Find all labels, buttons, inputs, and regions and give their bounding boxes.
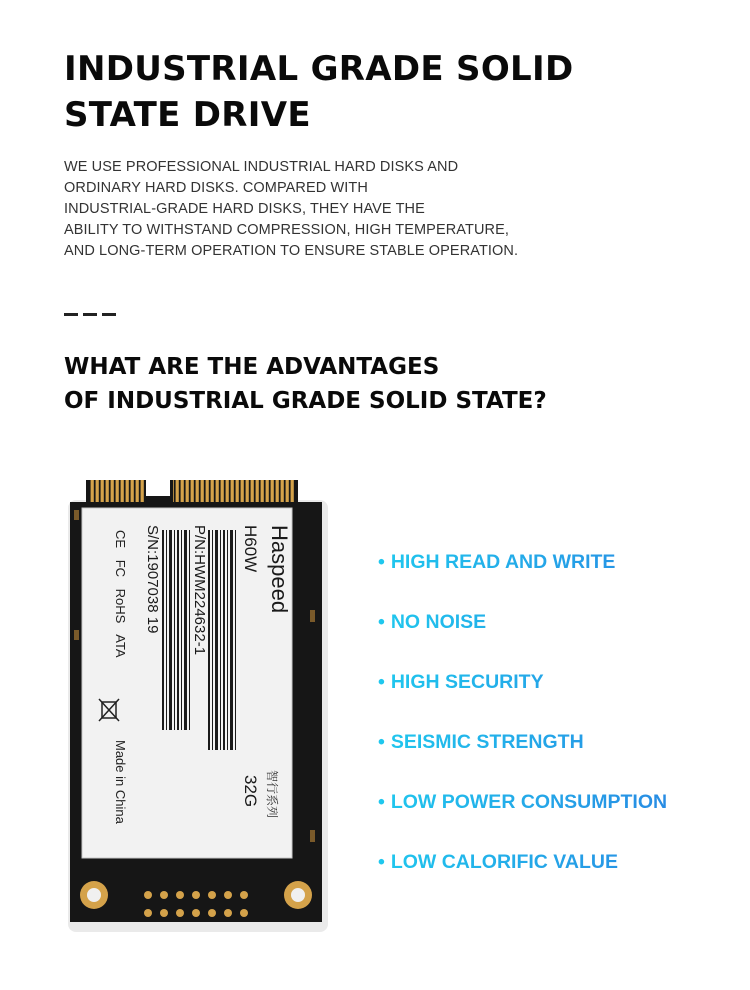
label-brand: Haspeed	[267, 525, 292, 614]
label-part-number: P/N:HWM224632-1	[191, 525, 208, 656]
advantage-item	[378, 847, 738, 907]
page-title-line-2: STATE DRIVE	[64, 95, 311, 135]
smd-component	[310, 830, 315, 842]
bullet-icon: •	[378, 851, 385, 873]
section-divider	[64, 313, 116, 316]
page-title-line-1: INDUSTRIAL GRADE SOLID	[64, 49, 574, 89]
label-series: 智行系列	[265, 770, 279, 819]
advantage-label: LOW POWER CONSUMPTION	[390, 791, 668, 813]
divider-dash	[64, 313, 78, 316]
advantage-label: NO NOISE	[390, 611, 487, 633]
advantage-item	[378, 787, 738, 847]
description-line: ABILITY TO WITHSTAND COMPRESSION, HIGH TEMPERATURE,	[64, 222, 509, 238]
smd-component	[74, 510, 79, 520]
advantage-item	[378, 667, 738, 727]
advantage-item	[378, 607, 738, 667]
page-title	[64, 46, 704, 138]
smd-component	[310, 610, 315, 622]
cert-fc: FC	[113, 559, 128, 578]
divider-dash	[83, 313, 97, 316]
label-capacity: 32G	[241, 775, 260, 808]
advantages-heading-line-2: OF INDUSTRIAL GRADE SOLID STATE?	[64, 388, 547, 414]
cert-ata: ATA	[113, 634, 128, 658]
smd-component	[74, 630, 79, 640]
advantages-list	[378, 547, 738, 907]
intro-description	[64, 157, 684, 262]
bullet-icon: •	[378, 551, 385, 573]
bullet-icon: •	[378, 671, 385, 693]
weee-bin-icon	[99, 699, 119, 721]
label-model: H60W	[241, 525, 260, 573]
gold-contacts-right	[173, 480, 295, 502]
label-serial-number: S/N:1907038 19	[144, 525, 161, 634]
ssd-product-image	[60, 470, 332, 938]
advantage-label: HIGH READ AND WRITE	[390, 551, 616, 573]
gold-contacts-left	[89, 480, 144, 502]
description-line: INDUSTRIAL-GRADE HARD DISKS, THEY HAVE THE	[64, 201, 425, 217]
advantage-item	[378, 547, 738, 607]
description-line: AND LONG-TERM OPERATION TO ENSURE STABLE OPERATION.	[64, 243, 519, 259]
label-certifications	[113, 530, 128, 658]
bullet-icon: •	[378, 611, 385, 633]
advantages-heading-line-1: WHAT ARE THE ADVANTAGES	[64, 354, 440, 380]
bullet-icon: •	[378, 731, 385, 753]
advantage-label: LOW CALORIFIC VALUE	[390, 851, 618, 873]
description-line: ORDINARY HARD DISKS. COMPARED WITH	[64, 180, 368, 196]
advantage-label: SEISMIC STRENGTH	[390, 731, 584, 753]
cert-ce: CE	[113, 530, 128, 549]
label-origin: Made in China	[113, 740, 128, 824]
advantage-item	[378, 727, 738, 787]
advantages-heading	[64, 350, 704, 418]
advantage-label: HIGH SECURITY	[390, 671, 544, 693]
bullet-icon: •	[378, 791, 385, 813]
divider-dash	[102, 313, 116, 316]
cert-rohs: RoHS	[113, 588, 128, 624]
description-line: WE USE PROFESSIONAL INDUSTRIAL HARD DISKS AND	[64, 159, 459, 175]
